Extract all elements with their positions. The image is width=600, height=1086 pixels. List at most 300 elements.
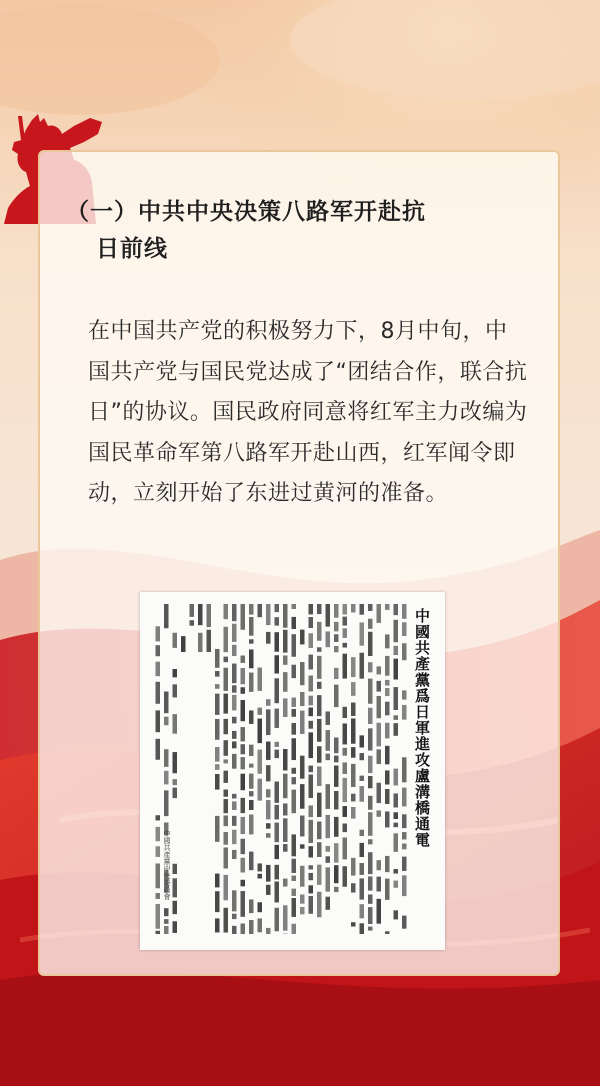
document-text-stroke — [402, 832, 407, 839]
document-text-stroke — [326, 867, 331, 891]
document-text-stroke — [343, 866, 348, 887]
document-text-stroke — [156, 863, 161, 888]
document-text-stroke — [326, 897, 331, 910]
document-text-stroke — [309, 896, 314, 914]
document-text-stroke — [309, 633, 314, 648]
document-text-stroke — [402, 643, 407, 660]
document-text-stroke — [164, 604, 169, 628]
document-text-stroke — [164, 908, 169, 916]
document-text-stroke — [156, 815, 161, 820]
document-text-stroke — [317, 793, 322, 817]
document-text-stroke — [334, 865, 339, 883]
document-text-stroke — [402, 814, 407, 828]
document-text-stroke — [360, 776, 365, 781]
document-text-stroke — [334, 756, 339, 763]
document-text-stroke — [241, 880, 246, 887]
document-text-stroke — [241, 668, 246, 684]
document-text-stroke — [232, 926, 237, 934]
document-text-stroke — [275, 750, 280, 759]
document-text-stroke — [232, 794, 237, 799]
document-text-stroke — [292, 859, 297, 873]
document-text-stroke — [266, 865, 271, 882]
document-text-stroke — [343, 824, 348, 833]
document-text-stroke — [326, 711, 331, 724]
document-text-stroke — [300, 816, 305, 837]
document-text-stroke — [275, 881, 280, 902]
document-text-stroke — [317, 892, 322, 917]
document-text-stroke — [300, 662, 305, 685]
document-text-stroke — [309, 655, 314, 670]
document-text-stroke — [309, 696, 314, 706]
document-text-stroke — [394, 604, 399, 615]
document-text-stroke — [275, 655, 280, 673]
document-text-stroke — [394, 812, 399, 819]
document-text-stroke — [224, 657, 229, 663]
document-text-stroke — [249, 899, 254, 913]
document-text-stroke — [275, 632, 280, 652]
document-text-stroke — [394, 793, 399, 807]
document-text-stroke — [249, 639, 254, 643]
document-text-stroke — [343, 837, 348, 859]
document-text-stroke — [394, 869, 399, 873]
document-text-stroke — [377, 696, 382, 718]
document-text-stroke — [343, 617, 348, 626]
document-text-stroke — [300, 784, 305, 809]
document-text-stroke — [300, 844, 305, 848]
document-text-stroke — [275, 617, 280, 625]
document-text-stroke — [258, 604, 263, 617]
document-text-stroke — [249, 604, 254, 615]
document-text-stroke — [164, 771, 169, 785]
document-text-stroke — [334, 646, 339, 652]
document-text-stroke — [343, 707, 348, 718]
document-text-stroke — [385, 723, 390, 739]
document-text-stroke — [292, 924, 297, 934]
document-text-stroke — [377, 899, 382, 924]
document-text-stroke — [232, 914, 237, 919]
document-text-stroke — [368, 907, 373, 924]
document-text-stroke — [317, 682, 322, 689]
document-text-stroke — [224, 759, 229, 763]
document-text-stroke — [249, 791, 254, 796]
document-text-stroke — [266, 789, 271, 797]
document-text-stroke — [241, 604, 246, 630]
document-text-stroke — [360, 604, 365, 615]
document-text-stroke — [224, 627, 229, 652]
document-text-stroke — [266, 699, 271, 706]
document-text-stroke — [300, 692, 305, 706]
document-text-stroke — [292, 777, 297, 784]
document-text-stroke — [283, 905, 288, 930]
document-text-stroke — [368, 708, 373, 724]
document-text-stroke — [283, 655, 288, 664]
document-text-stroke — [266, 885, 271, 895]
document-text-stroke — [156, 904, 161, 929]
document-text-stroke — [368, 796, 373, 810]
document-text-stroke — [164, 749, 169, 767]
document-text-stroke — [283, 604, 288, 628]
document-text-stroke — [351, 657, 356, 677]
document-text-stroke — [164, 926, 169, 934]
document-text-stroke — [283, 672, 288, 692]
document-text-stroke — [224, 908, 229, 933]
document-text-stroke — [241, 817, 246, 834]
document-text-stroke — [368, 632, 373, 656]
document-text-stroke — [173, 684, 178, 697]
document-text-stroke — [368, 604, 373, 611]
document-text-stroke — [377, 681, 382, 692]
document-text-stroke — [309, 865, 314, 869]
document-text-stroke — [317, 719, 322, 742]
document-text-stroke — [241, 744, 246, 754]
document-text-stroke — [360, 830, 365, 836]
document-text-stroke — [249, 673, 254, 692]
document-text-stroke — [309, 707, 314, 716]
document-text-stroke — [258, 750, 263, 774]
document-text-stroke — [249, 774, 254, 789]
document-text-stroke — [241, 774, 246, 791]
document-text-stroke — [360, 735, 365, 747]
document-text-stroke — [360, 843, 365, 857]
document-text-stroke — [394, 910, 399, 919]
document-text-stroke — [232, 850, 237, 859]
document-text-stroke — [215, 747, 220, 762]
document-text-stroke — [258, 918, 263, 932]
document-text-stroke — [334, 766, 339, 787]
document-text-stroke — [360, 622, 365, 645]
document-text-stroke — [224, 771, 229, 783]
document-text-stroke — [368, 876, 373, 890]
document-text-stroke — [232, 645, 237, 656]
document-text-stroke — [156, 739, 161, 760]
section-title-line1: （一）中共中央决策八路军开赴抗 — [66, 199, 426, 225]
document-text-stroke — [351, 703, 356, 716]
document-text-stroke — [343, 604, 348, 614]
document-text-stroke — [351, 604, 356, 612]
document-text-stroke — [215, 874, 220, 888]
document-text-stroke — [394, 769, 399, 786]
document-text-stroke — [241, 924, 246, 934]
document-text-stroke — [368, 728, 373, 750]
document-text-stroke — [232, 624, 237, 642]
document-text-stroke — [292, 634, 297, 657]
document-text-stroke — [215, 694, 220, 715]
document-text-stroke — [317, 604, 322, 614]
document-text-stroke — [326, 846, 331, 852]
document-text-stroke — [224, 719, 229, 734]
document-text-stroke — [283, 818, 288, 842]
document-text-stroke — [394, 723, 399, 736]
document-text-stroke — [402, 916, 407, 929]
document-text-stroke — [368, 662, 373, 672]
document-text-stroke — [402, 690, 407, 699]
document-text-stroke — [173, 788, 178, 798]
document-text-stroke — [326, 730, 331, 751]
document-text-stroke — [249, 852, 254, 871]
document-text-stroke — [351, 922, 356, 926]
document-text-stroke — [317, 746, 322, 762]
document-text-stroke — [232, 685, 237, 692]
document-text-stroke — [266, 604, 271, 625]
document-text-stroke — [309, 846, 314, 857]
document-text-stroke — [275, 782, 280, 803]
document-text-stroke — [173, 714, 178, 734]
document-text-stroke — [360, 786, 365, 802]
document-text-stroke — [300, 907, 305, 914]
document-text-stroke — [377, 783, 382, 803]
document-text-stroke — [164, 692, 169, 714]
document-text-stroke — [360, 923, 365, 934]
document-text-stroke — [266, 833, 271, 838]
document-text-stroke — [258, 863, 263, 871]
document-text-stroke — [249, 649, 254, 668]
document-text-stroke — [360, 753, 365, 760]
document-text-stroke — [385, 702, 390, 716]
document-text-stroke — [232, 741, 237, 748]
document-text-stroke — [343, 628, 348, 638]
document-text-stroke — [292, 768, 297, 774]
document-text-stroke — [232, 717, 237, 724]
document-text-stroke — [402, 705, 407, 720]
document-text-stroke — [266, 742, 271, 760]
document-text-stroke — [360, 904, 365, 918]
document-text-stroke — [190, 604, 195, 617]
document-text-stroke — [309, 676, 314, 692]
document-text-stroke — [317, 822, 322, 840]
document-text-stroke — [402, 844, 407, 850]
document-text-stroke — [207, 630, 212, 652]
document-text-stroke — [275, 908, 280, 932]
document-text-stroke — [385, 856, 390, 872]
document-text-stroke — [385, 879, 390, 900]
document-text-stroke — [326, 631, 331, 647]
document-text-stroke — [173, 878, 178, 897]
document-text-stroke — [275, 845, 280, 859]
document-text-stroke — [385, 789, 390, 804]
document-text-stroke — [224, 790, 229, 797]
document-text-stroke — [351, 794, 356, 802]
document-text-stroke — [343, 806, 348, 817]
document-text-stroke — [224, 740, 229, 756]
document-text-stroke — [377, 877, 382, 892]
document-text-columns — [140, 592, 445, 950]
document-text-stroke — [173, 669, 178, 677]
document-text-stroke — [258, 668, 263, 691]
document-text-stroke — [385, 604, 390, 610]
document-text-stroke — [402, 857, 407, 871]
document-text-stroke — [156, 893, 161, 899]
document-text-stroke — [249, 814, 254, 834]
document-text-stroke — [394, 823, 399, 828]
document-text-stroke — [266, 632, 271, 644]
document-text-stroke — [249, 920, 254, 934]
document-text-stroke — [368, 679, 373, 704]
document-text-stroke — [309, 885, 314, 893]
document-text-stroke — [215, 649, 220, 668]
document-text-stroke — [266, 709, 271, 735]
document-text-stroke — [394, 687, 399, 710]
document-text-stroke — [156, 827, 161, 841]
document-text-stroke — [156, 846, 161, 857]
document-text-stroke — [368, 619, 373, 629]
document-text-stroke — [351, 764, 356, 787]
document-text-stroke — [385, 770, 390, 784]
document-text-stroke — [258, 779, 263, 801]
document-text-stroke — [334, 604, 339, 618]
document-text-stroke — [368, 839, 373, 844]
document-text-stroke — [232, 830, 237, 844]
document-signature: 中國共產黨中央委員會 — [163, 830, 171, 900]
document-text-stroke — [394, 833, 399, 852]
document-text-stroke — [173, 779, 178, 785]
document-text-stroke — [275, 678, 280, 703]
document-text-stroke — [173, 864, 178, 874]
document-heading: 中國共產黨爲日軍進攻盧溝橋通電 — [413, 608, 431, 848]
document-text-stroke — [215, 719, 220, 740]
document-text-stroke — [309, 775, 314, 798]
document-text-stroke — [241, 891, 246, 917]
document-text-stroke — [292, 723, 297, 735]
document-text-stroke — [241, 656, 246, 663]
document-text-stroke — [173, 633, 178, 648]
document-text-stroke — [198, 604, 203, 625]
document-text-stroke — [402, 757, 407, 782]
document-text-stroke — [334, 791, 339, 809]
document-text-stroke — [224, 815, 229, 826]
document-text-stroke — [215, 918, 220, 932]
document-text-stroke — [292, 790, 297, 814]
document-text-stroke — [275, 865, 280, 880]
document-text-stroke — [292, 876, 297, 881]
body-paragraph: 在中国共产党的积极努力下，8月中旬，中国共产党与国民党达成了“团结合作，联合抗日”的协议。国民政府同意将红军主力改编为国民革命军第八路军开赴山西，红军闻令即动，立刻开始了东进过黄河的准备。 — [88, 319, 528, 506]
document-text-stroke — [283, 879, 288, 887]
document-text-stroke — [292, 604, 297, 609]
document-text-stroke — [402, 604, 407, 619]
document-text-stroke — [232, 801, 237, 810]
document-text-stroke — [232, 731, 237, 739]
document-text-stroke — [309, 873, 314, 880]
document-text-stroke — [326, 604, 331, 627]
document-text-stroke — [198, 633, 203, 652]
document-text-stroke — [351, 747, 356, 758]
document-text-stroke — [173, 901, 178, 914]
document-text-stroke — [207, 604, 212, 627]
document-text-stroke — [334, 817, 339, 837]
document-text-stroke — [266, 765, 271, 781]
document-text-stroke — [224, 668, 229, 691]
document-text-stroke — [173, 752, 178, 773]
document-text-stroke — [385, 746, 390, 765]
document-text-stroke — [292, 709, 297, 717]
document-text-stroke — [343, 654, 348, 679]
document-text-stroke — [283, 630, 288, 653]
document-text-stroke — [275, 742, 280, 747]
document-text-stroke — [368, 776, 373, 788]
document-text-stroke — [377, 749, 382, 764]
document-text-stroke — [232, 816, 237, 826]
document-text-stroke — [156, 645, 161, 656]
document-text-stroke — [317, 622, 322, 641]
document-text-stroke — [343, 643, 348, 648]
document-text-stroke — [275, 823, 280, 843]
document-text-stroke — [351, 858, 356, 876]
document-text-stroke — [224, 799, 229, 813]
document-text-stroke — [241, 839, 246, 854]
document-text-stroke — [181, 636, 186, 652]
document-text-stroke — [351, 718, 356, 743]
document-text-stroke — [334, 622, 339, 632]
document-text-stroke — [326, 856, 331, 863]
document-text-stroke — [300, 756, 305, 779]
document-text-stroke — [351, 883, 356, 892]
document-text-stroke — [292, 738, 297, 760]
document-text-stroke — [309, 721, 314, 729]
document-text-stroke — [249, 710, 254, 723]
historical-document-image — [140, 592, 445, 950]
document-text-stroke — [215, 891, 220, 912]
document-text-stroke — [266, 800, 271, 819]
document-text-stroke — [317, 647, 322, 652]
document-text-stroke — [300, 894, 305, 903]
document-text-stroke — [309, 604, 314, 614]
document-text-stroke — [317, 766, 322, 785]
document-text-stroke — [283, 698, 288, 717]
document-text-stroke — [156, 710, 161, 732]
document-text-stroke — [224, 875, 229, 900]
document-text-stroke — [164, 919, 169, 924]
document-text-stroke — [309, 805, 314, 817]
document-text-stroke — [394, 881, 399, 888]
document-text-stroke — [394, 646, 399, 655]
document-text-stroke — [266, 823, 271, 828]
document-text-stroke — [292, 665, 297, 678]
document-text-stroke — [368, 894, 373, 903]
document-text-stroke — [402, 875, 407, 896]
document-text-stroke — [326, 815, 331, 838]
document-text-stroke — [258, 719, 263, 744]
document-text-stroke — [241, 727, 246, 741]
document-text-stroke — [300, 711, 305, 734]
document-text-stroke — [343, 762, 348, 774]
document-text-stroke — [385, 688, 390, 696]
document-text-stroke — [292, 898, 297, 917]
document-text-stroke — [317, 842, 322, 857]
document-text-stroke — [232, 604, 237, 621]
document-text-stroke — [292, 698, 297, 707]
document-text-stroke — [309, 732, 314, 758]
document-text-stroke — [156, 626, 161, 641]
document-text-stroke — [156, 931, 161, 934]
section-title — [66, 194, 536, 268]
document-text-stroke — [343, 748, 348, 756]
document-text-stroke — [241, 798, 246, 813]
document-text-stroke — [300, 866, 305, 887]
document-text-stroke — [215, 774, 220, 790]
document-text-stroke — [394, 659, 399, 680]
document-text-stroke — [249, 764, 254, 768]
document-text-stroke — [241, 687, 246, 694]
document-text-stroke — [283, 774, 288, 799]
document-text-stroke — [309, 766, 314, 773]
document-text-stroke — [232, 664, 237, 684]
document-text-stroke — [275, 709, 280, 728]
document-text-stroke — [292, 889, 297, 896]
document-text-stroke — [377, 810, 382, 816]
document-text-stroke — [394, 715, 399, 720]
document-text-stroke — [317, 656, 322, 679]
section-title-line2: 日前线 — [96, 236, 168, 262]
document-text-stroke — [317, 695, 322, 716]
